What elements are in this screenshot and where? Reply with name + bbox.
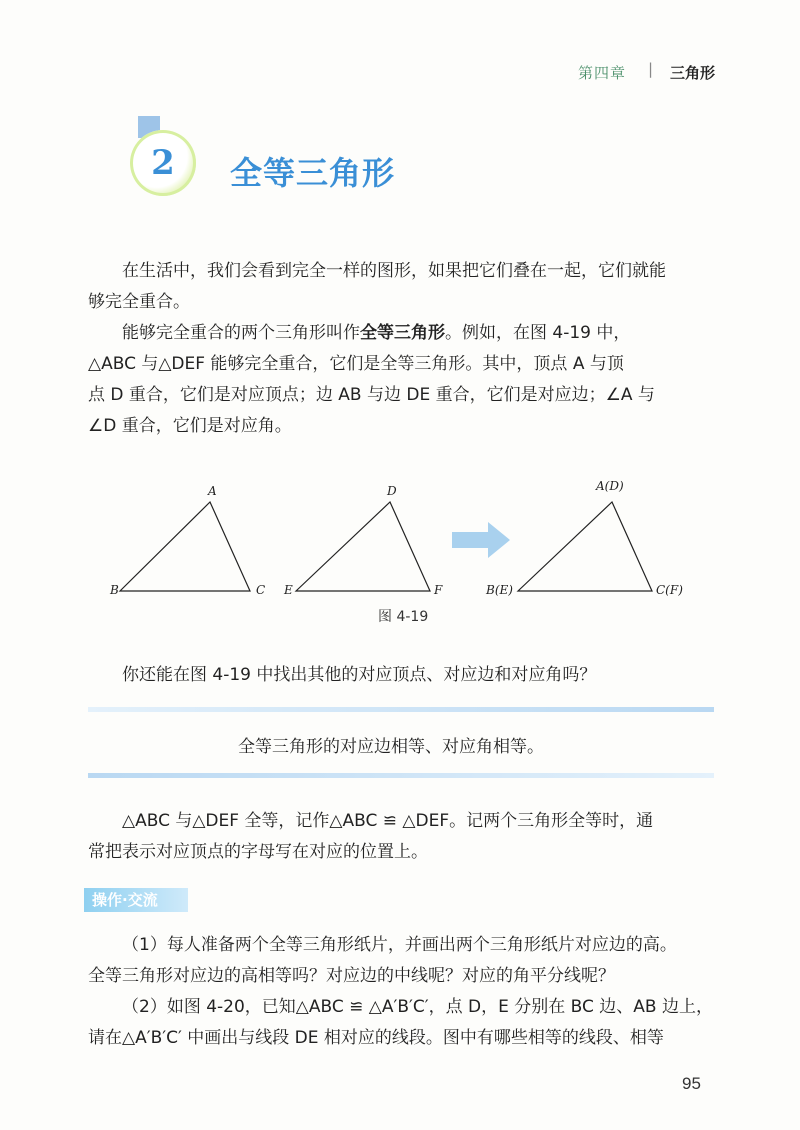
label-c-f: C(F) [656, 583, 683, 597]
label-e: E [284, 583, 293, 597]
notation-line-1: △ABC 与△DEF 全等，记作△ABC ≌ △DEF。记两个三角形全等时，通 [122, 811, 654, 831]
chapter-topic: 三角形 [670, 64, 716, 82]
highlight-box-text: 全等三角形的对应边相等、对应角相等。 [238, 737, 544, 757]
paragraph-1-line-2: 够完全重合。 [88, 292, 190, 312]
activity-item-1-line-2: 全等三角形对应边的高相等吗？对应边的中线呢？对应的角平分线呢？ [88, 966, 615, 986]
activity-item-2-line-1: （2）如图 4-20，已知△ABC ≌ △A′B′C′，点 D，E 分别在 BC 边、AB 边上， [122, 997, 713, 1017]
figure-caption: 图 4-19 [378, 609, 429, 625]
label-f: F [434, 583, 443, 597]
highlight-box-bottom-border [88, 773, 714, 778]
figure-4-19 [100, 470, 700, 600]
label-a: A [208, 484, 217, 498]
chapter-label: 第四章 [578, 64, 627, 82]
label-b-e: B(E) [486, 583, 513, 597]
section-title: 全等三角形 [230, 154, 396, 192]
activity-badge: 操作·交流 [84, 888, 188, 912]
triangle-overlap [518, 502, 652, 591]
header-separator: | [648, 60, 654, 78]
triangle-def [296, 502, 430, 591]
paragraph-2-line-1 [88, 318, 716, 349]
page-number: 95 [682, 1074, 701, 1093]
paragraph-2-line-4: ∠D 重合，它们是对应角。 [88, 416, 292, 436]
highlight-box-top-border [88, 707, 714, 712]
paragraph-1-line-1: 在生活中，我们会看到完全一样的图形，如果把它们叠在一起，它们就能 [122, 261, 666, 281]
label-c: C [256, 583, 266, 597]
label-d: D [387, 484, 397, 498]
arrow-right-icon [452, 522, 510, 558]
question-text: 你还能在图 4-19 中找出其他的对应顶点、对应边和对应角吗？ [122, 665, 597, 685]
label-b: B [110, 583, 119, 597]
label-a-d: A(D) [596, 479, 624, 493]
definition-example: 。例如，在图 4-19 中， [445, 323, 631, 343]
triangle-abc [120, 502, 250, 591]
activity-item-1-line-1: （1）每人准备两个全等三角形纸片，并画出两个三角形纸片对应边的高。 [122, 935, 677, 955]
paragraph-2-line-3: 点 D 重合，它们是对应顶点；边 AB 与边 DE 重合，它们是对应边；∠A 与 [88, 385, 655, 405]
notation-line-2: 常把表示对应顶点的字母写在对应的位置上。 [88, 842, 428, 862]
section-number: 2 [151, 143, 175, 183]
activity-item-2-line-2: 请在△A′B′C′ 中画出与线段 DE 相对应的线段。图中有哪些相等的线段、相等 [88, 1028, 664, 1048]
term-congruent-triangles: 全等三角形 [360, 323, 445, 343]
paragraph-2-line-2: △ABC 与△DEF 能够完全重合，它们是全等三角形。其中，顶点 A 与顶 [88, 354, 624, 374]
definition-text: 能够完全重合的两个三角形叫作 [122, 323, 360, 343]
section-number-badge [130, 130, 196, 196]
